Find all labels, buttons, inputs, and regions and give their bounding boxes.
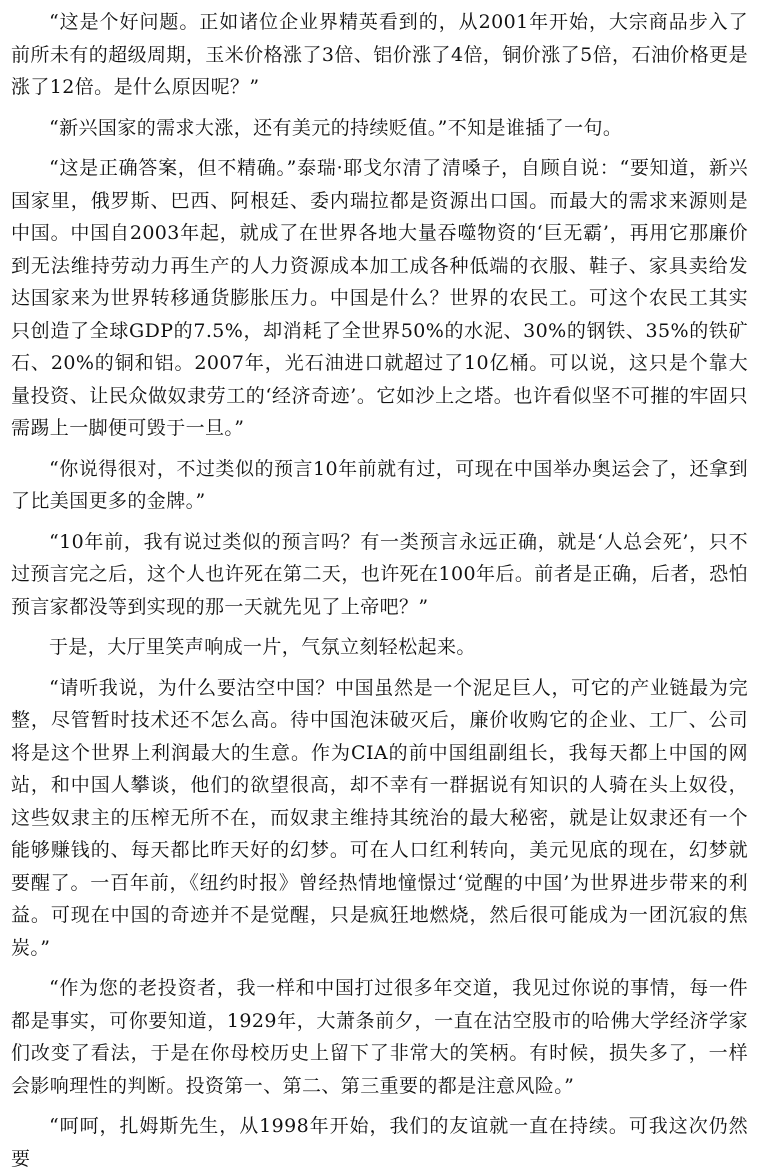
paragraph-6: 于是，大厅里笑声响成一片，气氛立刻轻松起来。 — [49, 636, 476, 658]
paragraph-4: “你说得很对，不过类似的预言10年前就有过，可现在中国举办奥运会了，还拿到了比美国更多的金牌。” — [11, 457, 748, 512]
paragraph-9: “呵呵，扎姆斯先生，从1998年开始，我们的友谊就一直在持续。可我这次仍然要 — [11, 1115, 748, 1170]
paragraph-1: “这是个好问题。正如诸位企业界精英看到的，从2001年开始，大宗商品步入了前所未有的超级周期，玉米价格涨了3倍、铝价涨了4倍，铜价涨了5倍，石油价格更是涨了12倍。是什么原因呢？” — [11, 11, 748, 98]
paragraph-5: “10年前，我有说过类似的预言吗？有一类预言永远正确，就是‘人总会死’，只不过预言完之后，这个人也许死在第二天，也许死在100年后。前者是正确，后者，恐怕预言家都没等到实现的那一天就先见了上帝吧？” — [11, 530, 748, 618]
paragraph-8: “作为您的老投资者，我一样和中国打过很多年交道，我见过你说的事情，每一件都是事实，可你要知道，1929年，大萧条前夕，一直在沽空股市的哈佛大学经济学家们改变了看法，于是在你母校历史上留下了非常大的笑柄。有时候，损失多了，一样会影响理性的判断。投资第一、第二、第三重要的都是注意风险。” — [11, 977, 748, 1097]
paragraph-2: “新兴国家的需求大涨，还有美元的持续贬值。”不知是谁插了一句。 — [49, 116, 623, 139]
paragraph-3: “这是正确答案，但不精确。”泰瑞·耶戈尔清了清嗓子，自顾自说：“要知道，新兴国家里，俄罗斯、巴西、阿根廷、委内瑞拉都是资源出口国。而最大的需求来源则是中国。中国自2003年起，就成了在世界各地大量吞噬物资的‘巨无霸’，再用它那廉价到无法维持劳动力再生产的人力资源成本加工成各种低端的衣服、鞋子、家具卖给发达国家来为世界转移通货膨胀压力。中国是什么？世界的农民工。可这个农民工其实只创造了全球GDP的7.5%，却消耗了全世界50%的水泥、30%的钢铁、35%的铁矿石、20%的铜和铝。2007年，光石油进口就超过了10亿桶。可以说，这只是个靠大量投资、让民众做奴隶劳工的‘经济奇迹’。它如沙上之塔。也许看似坚不可摧的牢固只需踢上一脚便可毁于一旦。” — [11, 157, 748, 439]
paragraph-7: “请听我说，为什么要沽空中国？中国虽然是一个泥足巨人，可它的产业链最为完整，尽管暂时技术还不怎么高。待中国泡沫破灭后，廉价收购它的企业、工厂、公司将是这个世界上利润最大的生意。作为CIA的前中国组副组长，我每天都上中国的网站，和中国人攀谈，他们的欲望很高，却不幸有一群据说有知识的人骑在头上奴役，这些奴隶主的压榨无所不在，而奴隶主维持其统治的最大秘密，就是让奴隶还有一个能够赚钱的、每天都比昨天好的幻梦。可在人口红利转向，美元见底的现在，幻梦就要醒了。一百年前，《纽约时报》曾经热情地憧憬过‘觉醒的中国’为世界进步带来的利益。可现在中国的奇迹并不是觉醒，只是疯狂地燃烧，然后很可能成为一团沉寂的焦炭。” — [11, 676, 748, 959]
